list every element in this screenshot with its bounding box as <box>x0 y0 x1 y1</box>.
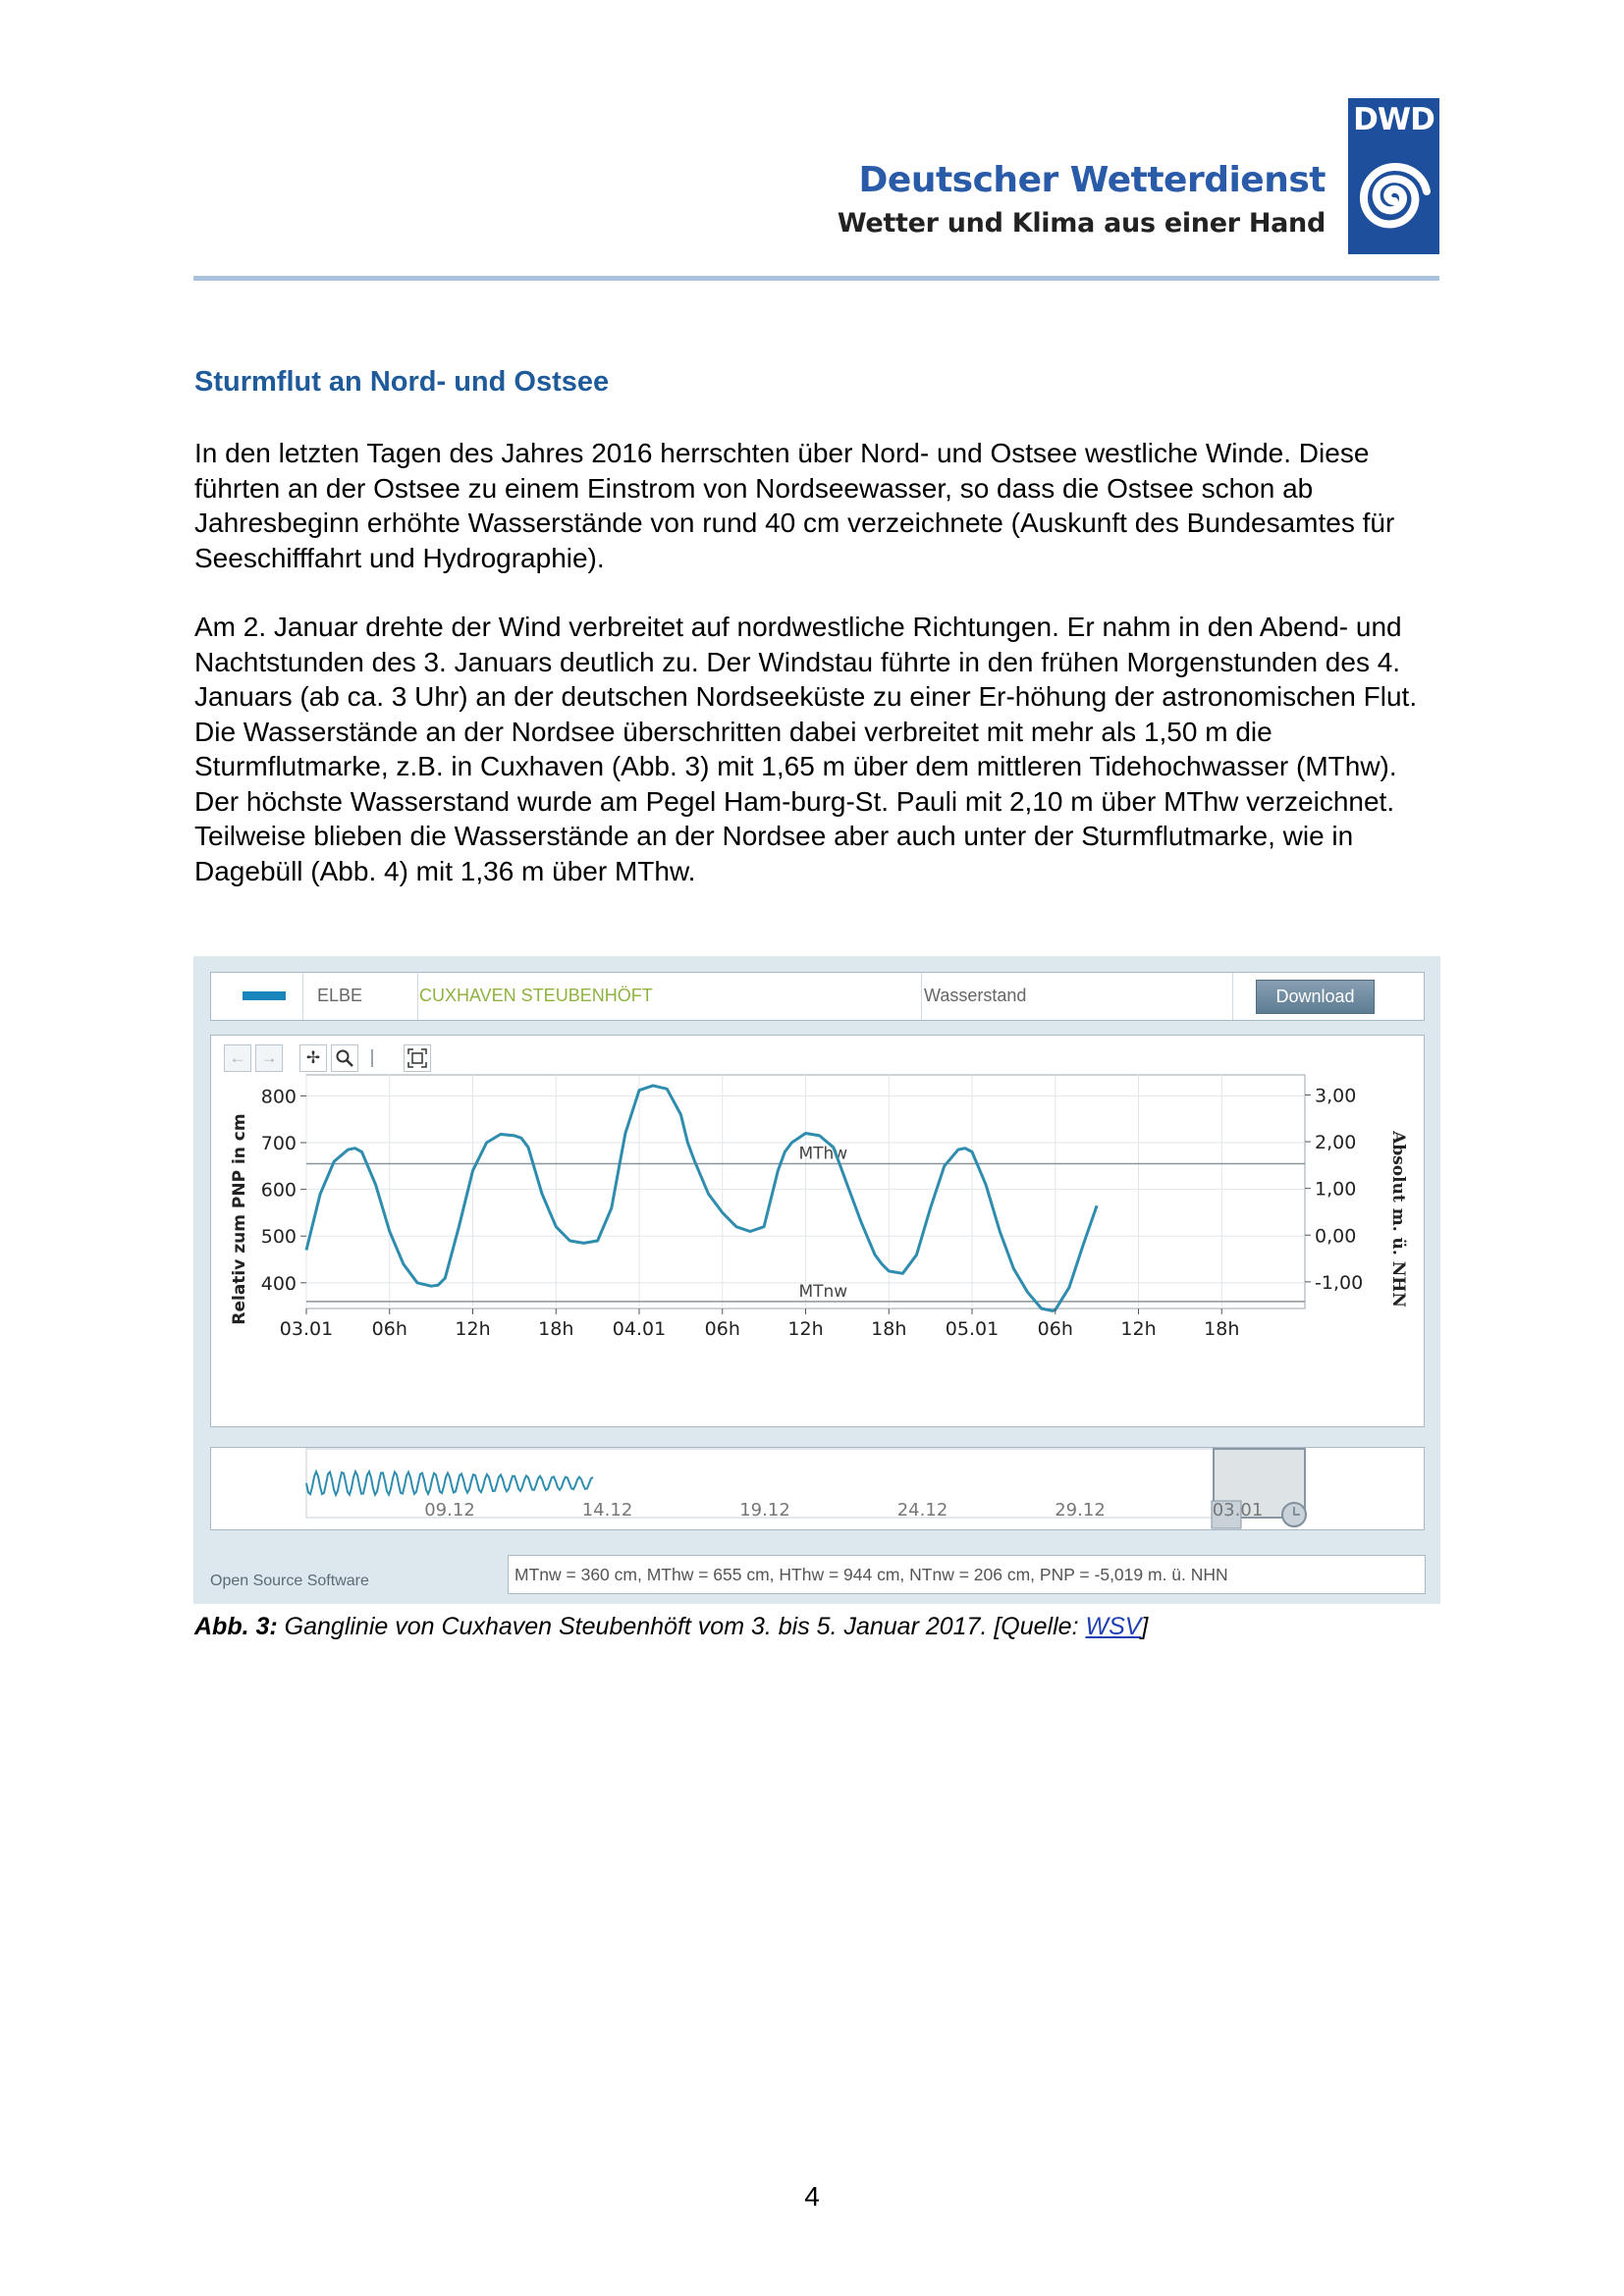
x-tick-label: 06h <box>704 1318 740 1340</box>
chart-panel <box>210 1035 1425 1427</box>
caption-text: Ganglinie von Cuxhaven Steubenhöft vom 3. bis 5. Januar 2017. [Quelle: <box>277 1613 1086 1640</box>
y2-axis-label: Absolut m. ü. NHN <box>1388 1131 1408 1308</box>
arrow-left-icon[interactable]: ← <box>224 1044 251 1072</box>
x-tick-label: 06h <box>1037 1318 1073 1340</box>
reference-values: MTnw = 360 cm, MThw = 655 cm, HThw = 944 cm, NTnw = 206 cm, PNP = -5,019 m. ü. NHN <box>508 1555 1426 1594</box>
pan-icon[interactable]: ✢ <box>299 1044 327 1072</box>
gauge-figure <box>193 956 1440 1604</box>
y-tick-label: 800 <box>260 1086 297 1108</box>
y2-tick-label: 1,00 <box>1315 1178 1357 1201</box>
overview-navigator[interactable] <box>210 1447 1425 1530</box>
logo-text: DWD <box>1353 102 1435 137</box>
header-rule <box>193 276 1439 281</box>
figure-caption <box>194 1613 1148 1641</box>
y2-tick-label: 2,00 <box>1315 1132 1357 1154</box>
x-tick-label: 04.01 <box>612 1318 667 1340</box>
caption-label: Abb. 3: <box>194 1613 278 1640</box>
spiral-icon <box>1348 144 1439 250</box>
dwd-logo <box>1348 98 1439 254</box>
overview-tick-label: 09.12 <box>424 1500 475 1521</box>
reference-label-mthw: MThw <box>798 1144 848 1164</box>
overview-chart <box>211 1448 1426 1531</box>
clock-icon[interactable] <box>1282 1503 1306 1526</box>
y2-tick-label: 3,00 <box>1315 1085 1357 1107</box>
station-label: CUXHAVEN STEUBENHÖFT <box>419 986 653 1005</box>
x-tick-label: 06h <box>371 1318 407 1340</box>
arrow-right-icon[interactable]: → <box>255 1044 283 1072</box>
x-tick-label: 05.01 <box>945 1318 1000 1340</box>
y-tick-label: 600 <box>260 1179 297 1201</box>
y-tick-label: 400 <box>260 1272 297 1295</box>
paragraph-2: Am 2. Januar drehte der Wind verbreitet auf nordwestliche Richtungen. Er nahm in den Abend- und Nachtstunden des 3. Januars deutlich zu. Der Windstau führte in den frühen Morgenstunden des 4. Januars (ab ca. 3 Uhr) an der deutschen Nordseeküste zu einer Er-höhung der astronomischen Flut. Die Wasserstände an der Nordsee überschritten dabei verbreitet mit mehr als 1,50 m die Sturmflutmarke, z.B. in Cuxhaven (Abb. 3) mit 1,65 m über dem mittleren Tidehochwasser (MThw). Der höchste Wasserstand wurde am Pegel Ham-burg-St. Pauli mit 2,10 m über MThw verzeichnet. Teilweise blieben die Wasserstände an der Nordsee aber auch unter der Sturmflutmarke, wie in Dagebüll (Abb. 4) mit 1,36 m über MThw. <box>194 612 1418 886</box>
parameter-label: Wasserstand <box>924 986 1027 1005</box>
x-tick-label: 18h <box>1204 1318 1240 1340</box>
overview-tick-label: 24.12 <box>896 1500 948 1521</box>
download-button[interactable]: Download <box>1256 980 1375 1014</box>
x-tick-label: 03.01 <box>279 1318 334 1340</box>
source-link[interactable]: WSV <box>1085 1613 1142 1640</box>
y-tick-label: 700 <box>260 1133 297 1155</box>
river-label: ELBE <box>317 986 363 1005</box>
caption-end: ] <box>1141 1613 1149 1640</box>
page-header <box>193 93 1439 286</box>
water-level-chart <box>211 1036 1426 1428</box>
station-toolbar <box>210 972 1425 1021</box>
page-title: Sturmflut an Nord- und Ostsee <box>194 366 610 398</box>
brand-name: Deutscher Wetterdienst <box>858 160 1326 200</box>
open-source-label: Open Source Software <box>210 1573 369 1589</box>
reference-label-mtnw: MTnw <box>798 1281 848 1302</box>
paragraph-1: In den letzten Tagen des Jahres 2016 herrschten über Nord- und Ostsee westliche Winde. Diese führten an der Ostsee zu einem Einstrom von Nordseewasser, so dass die Ostsee schon ab Jahresbeginn erhöhte Wasserstände von rund 40 cm verzeichnete (Auskunft des Bundesamtes für Seeschifffahrt und Hydrographie). <box>194 438 1395 573</box>
y-tick-label: 500 <box>260 1226 297 1249</box>
overview-tick-label: 19.12 <box>739 1500 790 1521</box>
y-axis-label: Relativ zum PNP in cm <box>230 1113 249 1325</box>
x-tick-label: 12h <box>455 1318 491 1340</box>
y2-tick-label: -1,00 <box>1315 1271 1364 1294</box>
x-tick-label: 12h <box>1120 1318 1157 1340</box>
y2-tick-label: 0,00 <box>1315 1225 1357 1248</box>
x-tick-label: 18h <box>871 1318 907 1340</box>
series-swatch <box>243 991 286 1000</box>
brand-tagline: Wetter und Klima aus einer Hand <box>837 208 1326 239</box>
x-tick-label: 18h <box>538 1318 574 1340</box>
overview-tick-label: 03.01 <box>1212 1500 1264 1521</box>
overview-tick-label: 29.12 <box>1055 1500 1106 1521</box>
overview-tick-label: 14.12 <box>581 1500 633 1521</box>
page-number: 4 <box>804 2181 820 2212</box>
x-tick-label: 12h <box>787 1318 824 1340</box>
